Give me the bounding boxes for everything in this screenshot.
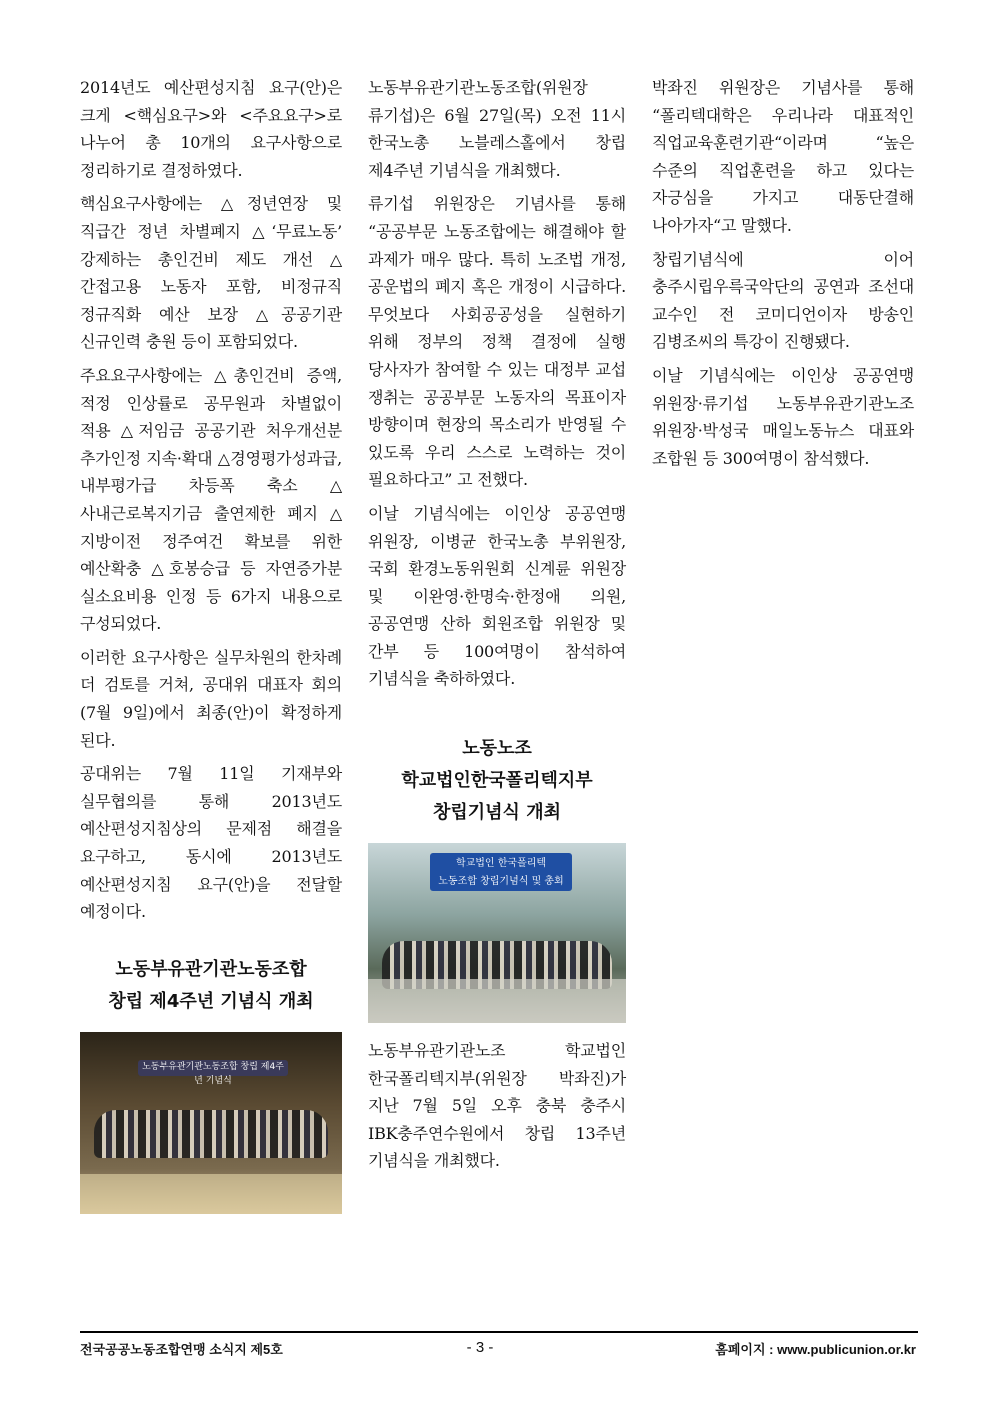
page-number: - 3 -	[466, 1339, 494, 1356]
homepage-link[interactable]: 홈페이지 : www.publicunion.or.kr	[715, 1342, 916, 1357]
anniversary-photo	[80, 1032, 342, 1214]
article-heading	[80, 954, 342, 1018]
article-paragraph: 주요요구사항에는 △총인건비 증액, 적정 인상률로 공무원과 차별없이 적용 △저임금 공공기관 처우개선분 추가인정 지속·확대 △경영평가성과급, 내부평가급 차등폭 축소 △사내근로복지기금 출연제한 폐지 △지방이전 정주여건 확보를 위한 예산확충 △호봉승급 등 자연증가분 실소요비용 인정 등 6가지 내용으로 구성되었다.	[80, 365, 342, 634]
article-paragraph: 이날 기념식에는 이인상 공공연맹 위원장·류기섭 노동부유관기관노조 위원장·박성국 매일노동뉴스 대표와 조합원 등 300여명이 참석했다.	[652, 365, 914, 468]
article-paragraph: 노동부유관기관노동조합(위원장 류기섭)은 6월 27일(목) 오전 11시 한국노총 노블레스홀에서 창립 제4주년 기념식을 개최했다.	[368, 78, 626, 180]
heading-line: 노동노조	[462, 738, 532, 760]
article-paragraph: 이러한 요구사항은 실무차원의 한차례 더 검토를 거쳐, 공대위 대표자 회의(7월 9일)에서 최종(안)이 확정하게 된다.	[80, 647, 342, 750]
footer-divider	[80, 1331, 918, 1333]
banner-line: 노동조합 창립기념식 및 총회	[438, 876, 564, 888]
heading-line: 창립 제4주년 기념식 개최	[108, 990, 314, 1012]
heading-line: 노동부유관기관노동조합	[115, 958, 307, 980]
photo-floor	[80, 1174, 342, 1214]
column-middle	[368, 74, 626, 1181]
article-paragraph: 노동부유관기관노조 학교법인 한국폴리텍지부(위원장 박좌진)가 지난 7월 5일 오후 충북 충주시 IBK충주연수원에서 창립 13주년 기념식을 개최했다.	[368, 1041, 626, 1171]
article-paragraph: 2014년도 예산편성지침 요구(안)은 크게 <핵심요구>와 <주요요구>로 나누어 총 10개의 요구사항으로 정리하기로 결정하였다.	[80, 78, 342, 180]
article-paragraph: 이날 기념식에는 이인상 공공연맹 위원장, 이병균 한국노총 부위원장, 국회 환경노동위원회 신계륜 위원장 및 이완영·한명숙·한정애 의원, 공공연맹 산하 회원조합 위원장 및 간부 등 100여명이 참석하여 기념식을 축하하였다.	[368, 503, 626, 689]
article-paragraph: 박좌진 위원장은 기념사를 통해 “폴리텍대학은 우리나라 대표적인 직업교육훈련기관“이라며 “높은 수준의 직업훈련을 하고 있다는 자긍심을 가지고 대동단결해 나아가자“고 말했다.	[652, 78, 914, 235]
article-heading	[368, 733, 626, 829]
article-paragraph: 공대위는 7월 11일 기재부와 실무협의를 통해 2013년도 예산편성지침상의 문제점 해결을 요구하고, 동시에 2013년도 예산편성지침 요구(안)을 전달할 예정이다.	[80, 764, 342, 922]
article-paragraph: 핵심요구사항에는 △정년연장 및 직급간 정년 차별폐지 △‘무료노동’ 강제하는 총인건비 제도 개선 △간접고용 노동자 포함, 비정규직 정규직화 예산 보장 △공공기관 신규인력 충원 등이 포함되었다.	[80, 194, 342, 352]
article-paragraph: 창립기념식에 이어 충주시립우륵국악단의 공연과 조선대 교수인 전 코미디언이자 방송인 김병조씨의 특강이 진행됐다.	[652, 249, 914, 352]
column-left	[80, 74, 342, 1214]
article-paragraph: 류기섭 위원장은 기념사를 통해 “공공부문 노동조합에는 해결해야 할 과제가 매우 많다. 특히 노조법 개정, 공운법의 폐지 혹은 개정이 시급하다. 무엇보다 사회공공성을 실현하기 위해 정부의 정책 결정에 실행 당사자가 참여할 수 있는 대정부 교섭 쟁취는 공공부문 노동자의 목표이자 방향이며 현장의 목소리가 반영될 수 있도록 우리 스스로 노력하는 것이 필요하다고” 고 전했다.	[368, 194, 626, 490]
polytech-photo	[368, 843, 626, 1023]
banner-line: 학교법인 한국폴리텍	[455, 858, 547, 870]
photo-floor	[368, 979, 626, 1023]
photo-banner: 노동부유관기관노동조합 창립 제4주년 기념식	[138, 1060, 288, 1076]
heading-line: 학교법인한국폴리텍지부	[401, 770, 593, 792]
group-photo-icon	[94, 1110, 328, 1158]
column-right	[652, 74, 914, 478]
heading-line: 창립기념식 개최	[433, 802, 561, 824]
photo-banner	[430, 853, 572, 891]
newsletter-title: 전국공공노동조합연맹 소식지 제5호	[80, 1342, 283, 1357]
